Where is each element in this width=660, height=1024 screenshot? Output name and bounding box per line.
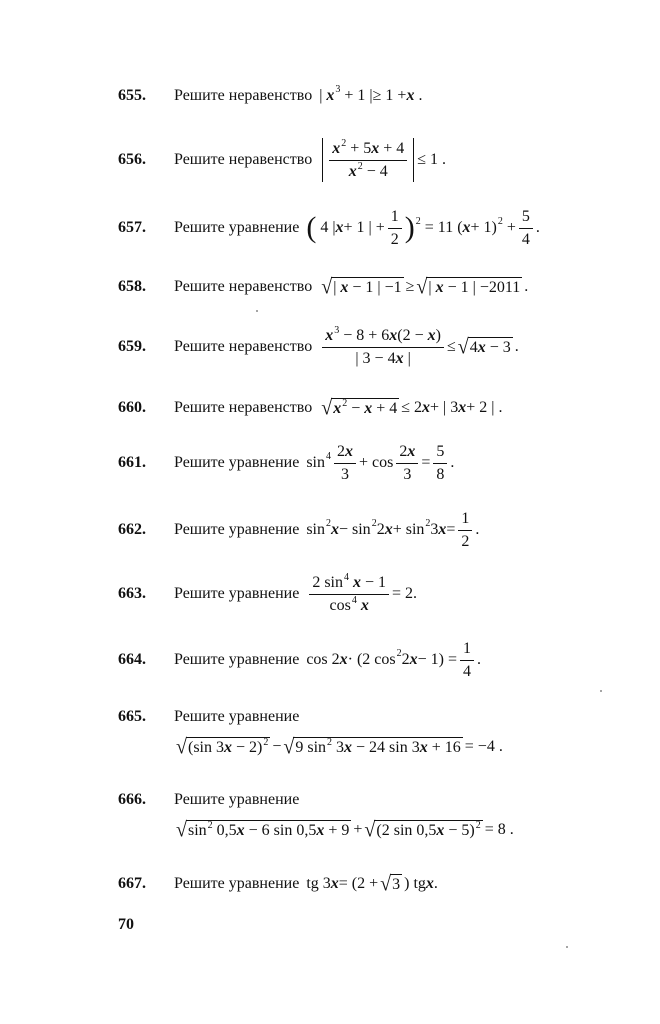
problem-663	[118, 574, 417, 614]
problem-658	[118, 277, 528, 297]
scan-speck	[256, 310, 258, 312]
scan-speck	[600, 690, 602, 692]
problem-number: 655.	[118, 87, 146, 104]
problem-lead: Решите неравенство	[174, 87, 313, 104]
formula: tg 3 x = (2 + √ 3 ) tg x .	[306, 872, 438, 896]
formula: sin 2 x − sin 2 2 x + sin 2 3 x = $\frac{1}{2}$ .	[306, 510, 480, 550]
formula-666: √ $\sin^2 0,5x - 6$ sin 0,5x + 9 + √ (2 sin 0,5x − 5)$^2$ = 8 .	[176, 818, 514, 842]
problem-number: 663.	[118, 585, 146, 603]
page-number: 70	[118, 916, 134, 933]
problem-lead: Решите неравенство	[174, 278, 313, 296]
problem-lead: Решите неравенство	[174, 151, 313, 169]
formula: √ | x − 1 | −1 ≥ √ | x − 1 | −2011 .	[321, 275, 529, 299]
formula: ( 4 | x + 1 | + $\frac{1}{2}$ ) 2 = 11 ( x + 1) 2 + $\frac{5}{4}$ .	[306, 208, 540, 248]
problem-656	[118, 138, 446, 182]
problem-667	[118, 874, 438, 894]
formula: √ $x^2 - x + 4$ ≤ 2 x + | 3 x + 2 | .	[321, 396, 503, 420]
problem-664	[118, 640, 481, 680]
formula: $\frac{x^3 - 8 + 6x(2 - x)}{| 3 - 4x |}$ ≤ √ 4x − 3 .	[319, 327, 519, 367]
problem-lead: Решите уравнение	[174, 875, 300, 893]
problem-number: 657.	[118, 219, 146, 237]
problem-lead: Решите уравнение	[174, 791, 300, 808]
problem-661	[118, 443, 454, 483]
problem-number: 664.	[118, 651, 146, 669]
problem-number: 656.	[118, 151, 146, 169]
formula: sin 4 $\frac{2x}{3}$ + cos $\frac{2x}{3}$ = $\frac{5}{8}$ .	[306, 443, 455, 483]
problem-number: 662.	[118, 521, 146, 539]
problem-657	[118, 208, 540, 248]
problem-lead: Решите уравнение	[174, 521, 300, 539]
problem-662	[118, 510, 479, 550]
problem-number: 661.	[118, 454, 146, 472]
scan-speck	[566, 946, 568, 948]
problem-number: 660.	[118, 399, 146, 417]
problem-number: 665.	[118, 708, 146, 725]
formula-665: √ (sin 3x − 2)$^2$ − √ 9 $\sin^2 3x - 24$ sin 3x + 16 = −4 .	[176, 735, 503, 759]
problem-666	[118, 791, 306, 809]
problem-number: 658.	[118, 278, 146, 296]
formula: cos 2 x · (2 cos 2 2 x − 1) = $\frac{1}{4}$ .	[306, 640, 481, 680]
problem-659	[118, 327, 519, 367]
formula: $\frac{2 \sin^4 x - 1}{\cos^4 x}$ = 2.	[306, 574, 417, 614]
problem-655	[118, 83, 423, 105]
problem-number: 667.	[118, 875, 146, 893]
problem-665	[118, 708, 306, 726]
problem-lead: Решите уравнение	[174, 651, 300, 669]
problem-lead: Решите уравнение	[174, 219, 300, 237]
problem-number: 666.	[118, 791, 146, 808]
problem-lead: Решите неравенство	[174, 338, 313, 356]
problem-660	[118, 398, 503, 418]
problem-lead: Решите уравнение	[174, 708, 300, 725]
problem-lead: Решите уравнение	[174, 585, 300, 603]
problem-lead: Решите неравенство	[174, 399, 313, 417]
formula: $\frac{x^2 + 5x + 4}{x^2 - 4}$ ≤ 1 .	[319, 138, 446, 182]
formula: | x 3 + 1 |≥ 1 + x .	[319, 83, 423, 104]
problem-number: 659.	[118, 338, 146, 356]
problem-lead: Решите уравнение	[174, 454, 300, 472]
